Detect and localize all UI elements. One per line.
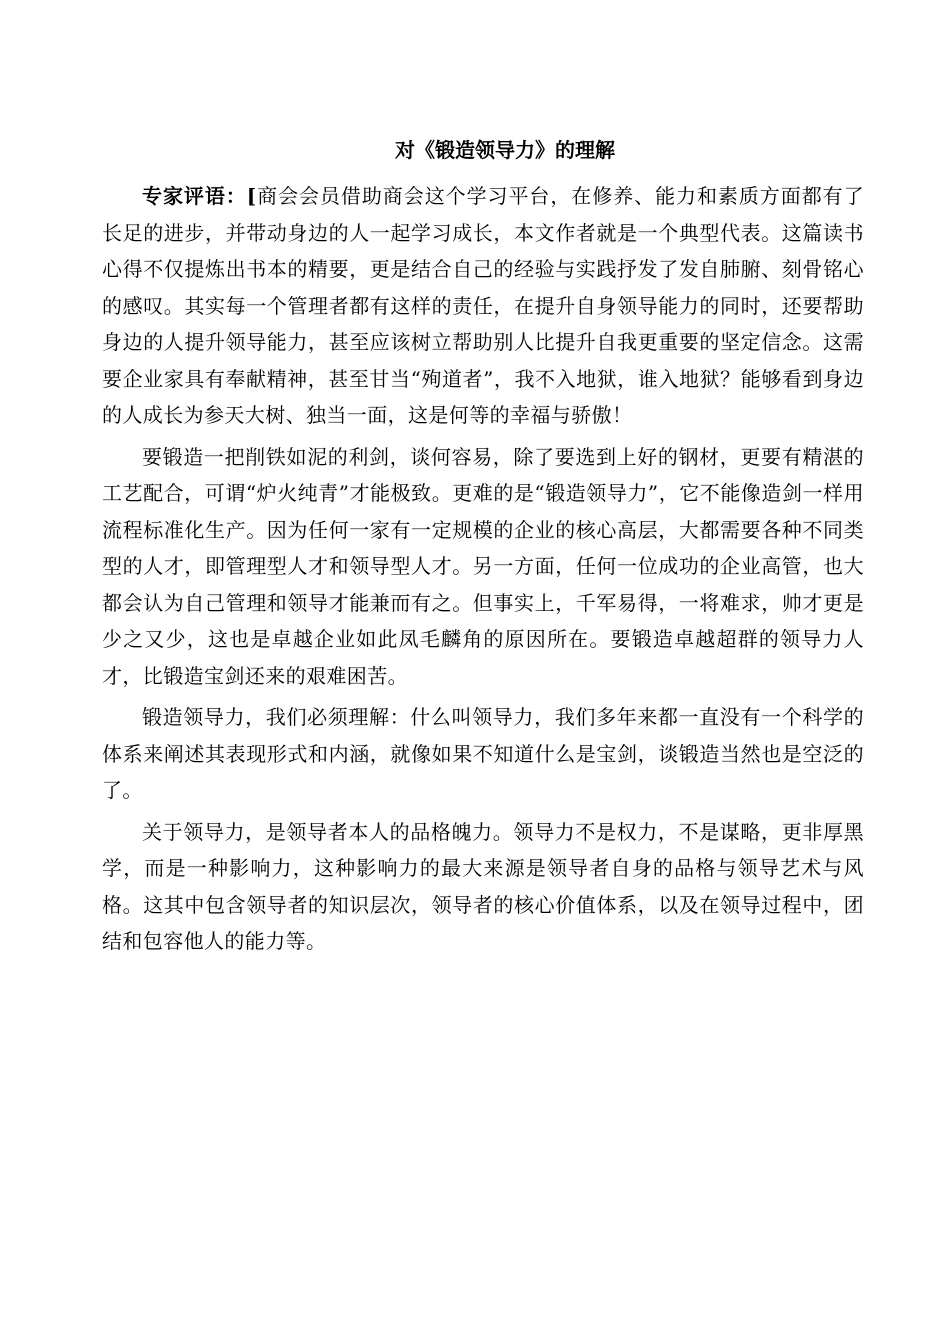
body-paragraph-2: 锻造领导力，我们必须理解：什么叫领导力，我们多年来都一直没有一个科学的体系来阐述其表现形式和内涵，就像如果不知道什么是宝剑，谈锻造当然也是空泛的了。: [102, 705, 864, 802]
expert-comment-text: 商会会员借助商会这个学习平台，在修养、能力和素质方面都有了长足的进步，并带动身边的人一起学习成长，本文作者就是一个典型代表。这篇读书心得不仅提炼出书本的精要，更是结合自己的经验与实践抒发了发自肺腑、刻骨铭心的感叹。其实每一个管理者都有这样的责任，在提升自身领导能力的同时，还要帮助身边的人提升领导能力，甚至应该树立帮助别人比提升自我更重要的坚定信念。这需要企业家具有奉献精神，甚至甘当“殉道者”，我不入地狱，谁入地狱？能够看到身边的人成长为参天大树、独当一面，这是何等的幸福与骄傲！: [102, 184, 864, 427]
body-paragraph-1: 要锻造一把削铁如泥的利剑，谈何容易，除了要选到上好的钢材，更要有精湛的工艺配合，可谓“炉火纯青”才能极致。更难的是“锻造领导力”，它不能像造剑一样用流程标准化生产。因为任何一家有一定规模的企业的核心高层，大都需要各种不同类型的人才，即管理型人才和领导型人才。另一方面，任何一位成功的企业高管，也大都会认为自己管理和领导才能兼而有之。但事实上，千军易得，一将难求，帅才更是少之又少，这也是卓越企业如此凤毛麟角的原因所在。要锻造卓越超群的领导力人才，比锻造宝剑还来的艰难困苦。: [102, 444, 864, 688]
document-title: 对《锻造领导力》的理解: [395, 138, 615, 162]
expert-comment-label: 专家评语：[: [142, 184, 257, 208]
document-body: [102, 178, 864, 960]
expert-comment-paragraph: [102, 178, 864, 434]
body-paragraph-3: 关于领导力，是领导者本人的品格魄力。领导力不是权力，不是谋略，更非厚黑学，而是一种影响力，这种影响力的最大来源是领导者自身的品格与领导艺术与风格。这其中包含领导者的知识层次，领导者的核心价值体系，以及在领导过程中，团结和包容他人的能力等。: [102, 819, 864, 953]
